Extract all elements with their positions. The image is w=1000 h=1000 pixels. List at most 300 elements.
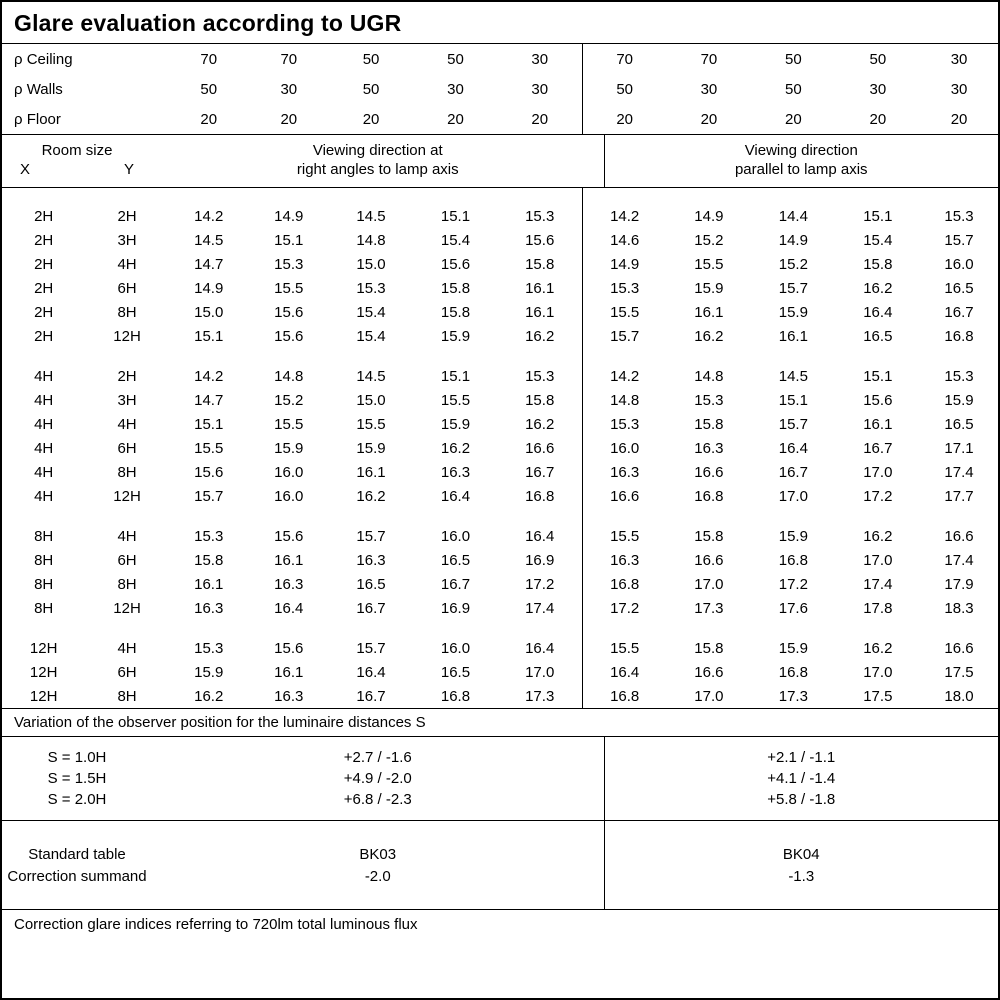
cell: 15.6 <box>274 527 304 545</box>
cell <box>2 737 152 747</box>
cell: 20 <box>950 110 968 128</box>
cell: 16.4 <box>778 439 808 457</box>
cell: 16.5 <box>356 575 386 593</box>
room-x: 2H <box>34 255 54 273</box>
room-x: 2H <box>34 303 54 321</box>
cell: 17.5 <box>944 663 974 681</box>
cell: 20 <box>447 110 464 128</box>
table-row <box>2 276 998 300</box>
cell <box>152 810 604 820</box>
cell: 16.8 <box>525 487 555 505</box>
cell: 15.6 <box>440 255 471 273</box>
viewing-direction-parallel-header <box>604 135 998 187</box>
cell: 15.5 <box>440 391 471 409</box>
cell: 16.1 <box>356 463 386 481</box>
cell: 17.7 <box>944 487 974 505</box>
cell: 16.1 <box>274 663 304 681</box>
table-row <box>2 548 998 572</box>
cell <box>2 620 85 636</box>
cell: 15.5 <box>694 255 724 273</box>
spacer-row <box>2 821 998 843</box>
cell: 15.8 <box>863 255 893 273</box>
cell: 16.7 <box>356 599 386 617</box>
cell: 16.5 <box>944 415 974 433</box>
cell: 14.5 <box>356 367 386 385</box>
cell: 15.7 <box>944 231 974 249</box>
cell: 15.5 <box>194 439 224 457</box>
cell: 15.9 <box>440 415 471 433</box>
cell: 17.0 <box>863 551 893 569</box>
cell: 16.4 <box>274 599 304 617</box>
cell: 16.3 <box>274 687 304 705</box>
cell <box>152 821 604 843</box>
cell <box>667 620 751 636</box>
cell: 50 <box>785 50 802 68</box>
cell: 16.8 <box>582 572 666 596</box>
cell: 14.9 <box>274 207 304 225</box>
cell: 14.2 <box>582 364 666 388</box>
room-y: 4H <box>117 415 137 433</box>
cell <box>169 188 249 204</box>
room-y: 6H <box>117 279 137 297</box>
cell <box>329 188 413 204</box>
cell: 15.6 <box>863 391 893 409</box>
cell: 16.7 <box>525 463 555 481</box>
cell: 16.6 <box>525 439 555 457</box>
table-row <box>2 204 998 228</box>
cell <box>582 348 666 364</box>
cell: 16.1 <box>525 303 555 321</box>
cell: 15.3 <box>694 391 724 409</box>
cell: 14.8 <box>274 367 304 385</box>
cell: 18.0 <box>944 687 974 705</box>
cell <box>604 821 998 843</box>
cell: 17.3 <box>694 599 724 617</box>
correction-parallel: -1.3 <box>604 865 998 887</box>
table-row <box>2 104 998 134</box>
cell <box>920 188 998 204</box>
cell: 16.4 <box>525 527 555 545</box>
table-row <box>2 364 998 388</box>
room-x: 8H <box>34 527 54 545</box>
cell: 16.6 <box>582 484 666 508</box>
cell: 15.1 <box>194 415 224 433</box>
cell: 15.2 <box>694 231 724 249</box>
cell <box>667 348 751 364</box>
cell: 17.2 <box>778 575 808 593</box>
standard-table-perpendicular: BK03 <box>359 845 397 863</box>
cell: 16.7 <box>356 687 386 705</box>
cell: 16.1 <box>525 279 555 297</box>
cell <box>667 508 751 524</box>
cell: 30 <box>700 80 718 98</box>
cell: 16.2 <box>440 439 471 457</box>
cell: 30 <box>950 50 968 68</box>
cell: 15.8 <box>194 551 224 569</box>
cell <box>169 348 249 364</box>
cell: 14.2 <box>582 204 666 228</box>
cell: 14.7 <box>194 255 224 273</box>
standard-table-block <box>2 821 998 909</box>
cell: 20 <box>869 110 887 128</box>
cell <box>920 348 998 364</box>
room-y: 8H <box>117 303 137 321</box>
cell <box>836 348 920 364</box>
cell: 14.2 <box>194 207 224 225</box>
table-row <box>2 324 998 348</box>
table-row <box>2 252 998 276</box>
room-y: 6H <box>117 663 137 681</box>
cell <box>249 508 329 524</box>
room-x: 8H <box>34 551 54 569</box>
cell: 30 <box>869 80 887 98</box>
cell: 16.2 <box>525 415 555 433</box>
variation-label: S = 2.0H <box>47 791 107 808</box>
cell <box>498 188 582 204</box>
cell: 15.9 <box>694 279 724 297</box>
cell: 15.2 <box>274 391 304 409</box>
cell: 50 <box>447 50 464 68</box>
cell: 15.7 <box>778 279 808 297</box>
room-x: 2H <box>34 231 54 249</box>
cell: 15.3 <box>194 527 224 545</box>
cell: 16.3 <box>582 460 666 484</box>
table-row <box>2 412 998 436</box>
cell: 17.0 <box>863 463 893 481</box>
cell: 16.1 <box>863 415 893 433</box>
cell <box>751 188 835 204</box>
cell: 15.9 <box>356 439 386 457</box>
cell: 15.8 <box>694 415 724 433</box>
room-x: 4H <box>34 391 54 409</box>
room-x: 4H <box>34 439 54 457</box>
cell: 14.9 <box>694 207 724 225</box>
cell <box>413 188 497 204</box>
table-row <box>2 636 998 660</box>
cell: 16.4 <box>440 487 471 505</box>
cell: 15.4 <box>356 303 386 321</box>
cell: 14.9 <box>582 252 666 276</box>
room-size-label: Room size <box>41 142 113 159</box>
reflectance-table <box>2 44 998 134</box>
cell: 17.0 <box>694 687 724 705</box>
cell: 15.6 <box>274 303 304 321</box>
cell: 15.7 <box>778 415 808 433</box>
variation-parallel-value: +4.1 / -1.4 <box>604 768 998 789</box>
cell: 15.8 <box>694 639 724 657</box>
cell: 15.9 <box>778 303 808 321</box>
cell <box>751 508 835 524</box>
correction-perpendicular: -2.0 <box>364 867 391 885</box>
cell: 14.6 <box>582 228 666 252</box>
table-row <box>2 388 998 412</box>
cell: 16.0 <box>274 487 304 505</box>
cell: 15.8 <box>440 303 471 321</box>
room-x: 4H <box>34 415 54 433</box>
cell: 50 <box>200 80 218 98</box>
cell: 16.7 <box>778 463 808 481</box>
room-x: 8H <box>34 575 54 593</box>
cell: 16.0 <box>944 255 974 273</box>
cell: 20 <box>200 110 218 128</box>
cell: 50 <box>582 74 666 104</box>
cell: 30 <box>447 80 464 98</box>
cell: 15.5 <box>582 300 666 324</box>
cell: 17.3 <box>525 687 555 705</box>
cell: 20 <box>362 110 380 128</box>
cell: 17.0 <box>778 487 808 505</box>
cell: 16.1 <box>274 551 304 569</box>
cell: 16.8 <box>582 684 666 708</box>
spacer-row <box>2 887 998 909</box>
cell: 17.3 <box>778 687 808 705</box>
cell: 20 <box>280 110 298 128</box>
cell: 16.3 <box>582 548 666 572</box>
room-x: 8H <box>34 599 54 617</box>
cell: 16.2 <box>194 687 224 705</box>
cell: 16.3 <box>274 575 304 593</box>
cell: 15.5 <box>274 415 304 433</box>
variation-note: Variation of the observer position for the luminaire distances S <box>14 714 426 731</box>
cell: 15.3 <box>525 367 555 385</box>
cell: 50 <box>869 50 887 68</box>
cell: 70 <box>200 50 218 68</box>
cell: 14.5 <box>194 231 224 249</box>
correction-summand-label: Correction summand <box>7 867 147 885</box>
cell <box>329 620 413 636</box>
header-line-1: Viewing direction <box>744 142 858 159</box>
cell: 50 <box>362 80 380 98</box>
cell: 15.3 <box>944 207 974 225</box>
cell <box>85 508 168 524</box>
table-row <box>2 74 998 104</box>
room-x: 2H <box>34 327 54 345</box>
row-label: ρ Ceiling <box>14 50 73 68</box>
cell: 15.3 <box>944 367 974 385</box>
room-x: 2H <box>34 279 54 297</box>
cell <box>329 348 413 364</box>
spacer-row <box>2 508 998 524</box>
header-line-2: right angles to lamp axis <box>296 161 459 178</box>
spacer-row <box>2 188 998 204</box>
table-row <box>2 436 998 460</box>
cell: 15.5 <box>356 415 386 433</box>
cell: 17.2 <box>863 487 893 505</box>
cell: 16.2 <box>863 279 893 297</box>
cell: 15.1 <box>863 367 893 385</box>
cell: 17.4 <box>863 575 893 593</box>
table-row <box>2 865 998 887</box>
cell <box>2 508 85 524</box>
room-x: 12H <box>29 687 58 705</box>
cell: 15.4 <box>356 327 386 345</box>
room-y: 8H <box>117 463 137 481</box>
cell: 15.3 <box>582 412 666 436</box>
room-size-y-label: Y <box>123 161 134 178</box>
cell: 16.3 <box>356 551 386 569</box>
cell <box>2 348 85 364</box>
cell: 16.5 <box>440 551 471 569</box>
cell <box>582 188 666 204</box>
cell: 16.1 <box>194 575 224 593</box>
table-row <box>2 524 998 548</box>
cell: 14.2 <box>194 367 224 385</box>
cell: 17.4 <box>944 463 974 481</box>
cell: 17.0 <box>863 663 893 681</box>
cell: 16.5 <box>863 327 893 345</box>
room-y: 12H <box>113 487 141 505</box>
variation-label: S = 1.5H <box>47 770 107 787</box>
room-size-header <box>2 135 152 187</box>
cell: 16.6 <box>694 551 724 569</box>
variation-table <box>2 737 998 820</box>
room-y: 4H <box>117 255 137 273</box>
cell <box>836 620 920 636</box>
cell: 15.9 <box>778 527 808 545</box>
cell: 16.4 <box>356 663 386 681</box>
cell <box>152 737 604 747</box>
cell: 15.6 <box>194 463 224 481</box>
variation-parallel-value: +5.8 / -1.8 <box>604 789 998 810</box>
cell <box>604 737 998 747</box>
cell: 15.1 <box>863 207 893 225</box>
cell: 16.9 <box>525 551 555 569</box>
cell <box>836 508 920 524</box>
cell: 20 <box>700 110 718 128</box>
cell <box>169 508 249 524</box>
cell <box>582 508 666 524</box>
cell: 17.9 <box>944 575 974 593</box>
cell: 15.3 <box>274 255 304 273</box>
cell <box>329 508 413 524</box>
cell: 14.8 <box>356 231 386 249</box>
cell: 15.6 <box>525 231 555 249</box>
cell: 17.0 <box>694 575 724 593</box>
cell: 15.7 <box>356 527 386 545</box>
cell: 14.8 <box>694 367 724 385</box>
cell: 15.2 <box>778 255 808 273</box>
cell: 17.4 <box>525 599 555 617</box>
table-row <box>2 747 998 768</box>
header-line-1: Viewing direction at <box>312 142 443 159</box>
variation-perpendicular-value: +4.9 / -2.0 <box>343 770 412 787</box>
cell: 15.5 <box>274 279 304 297</box>
cell: 15.9 <box>194 663 224 681</box>
table-row <box>2 44 998 74</box>
cell: 15.0 <box>356 391 386 409</box>
standard-table-label: Standard table <box>28 845 126 863</box>
cell: 15.1 <box>778 391 808 409</box>
cell: 15.0 <box>194 303 224 321</box>
cell <box>751 620 835 636</box>
cell <box>582 620 666 636</box>
cell: 16.6 <box>694 663 724 681</box>
cell: 16.3 <box>440 463 471 481</box>
room-y: 6H <box>117 551 137 569</box>
cell: 16.9 <box>440 599 471 617</box>
cell: 15.7 <box>356 639 386 657</box>
cell: 16.4 <box>582 660 666 684</box>
cell: 16.6 <box>944 527 974 545</box>
cell: 16.0 <box>582 436 666 460</box>
cell: 70 <box>582 44 666 74</box>
room-y: 6H <box>117 439 137 457</box>
room-x: 4H <box>34 463 54 481</box>
room-x: 12H <box>29 663 58 681</box>
cell <box>413 620 497 636</box>
cell: 15.8 <box>525 391 555 409</box>
cell: 16.1 <box>778 327 808 345</box>
variation-perpendicular-value: +6.8 / -2.3 <box>343 791 412 808</box>
cell: 16.0 <box>440 527 471 545</box>
cell <box>2 810 152 820</box>
room-y: 2H <box>117 367 137 385</box>
cell: 14.7 <box>194 391 224 409</box>
cell: 15.3 <box>194 639 224 657</box>
spacer-row <box>2 810 998 820</box>
cell: 16.5 <box>944 279 974 297</box>
cell: 17.0 <box>525 663 555 681</box>
cell: 15.4 <box>863 231 893 249</box>
room-y: 12H <box>113 327 141 345</box>
cell <box>85 348 168 364</box>
cell: 17.8 <box>863 599 893 617</box>
cell: 14.4 <box>778 207 808 225</box>
cell: 16.0 <box>274 463 304 481</box>
cell: 16.2 <box>694 327 724 345</box>
footer-note: Correction glare indices referring to 720lm total luminous flux <box>14 916 418 933</box>
cell: 17.2 <box>582 596 666 620</box>
table-row <box>2 789 998 810</box>
cell <box>85 620 168 636</box>
variation-parallel-value: +2.1 / -1.1 <box>604 747 998 768</box>
room-x: 4H <box>34 487 54 505</box>
cell: 16.8 <box>778 663 808 681</box>
cell: 15.7 <box>582 324 666 348</box>
table-row <box>2 660 998 684</box>
cell <box>249 188 329 204</box>
cell: 20 <box>582 104 666 134</box>
cell: 16.8 <box>944 327 974 345</box>
cell: 15.1 <box>440 367 471 385</box>
room-x: 2H <box>34 207 54 225</box>
cell: 16.2 <box>356 487 386 505</box>
header-line-2: parallel to lamp axis <box>734 161 868 178</box>
cell: 16.4 <box>525 639 555 657</box>
spacer-row <box>2 737 998 747</box>
room-y: 3H <box>117 391 137 409</box>
cell: 16.2 <box>863 527 893 545</box>
room-y: 8H <box>117 575 137 593</box>
cell: 16.8 <box>778 551 808 569</box>
cell: 14.9 <box>778 231 808 249</box>
cell <box>85 188 168 204</box>
cell: 16.5 <box>440 663 471 681</box>
cell: 30 <box>280 80 298 98</box>
cell: 15.7 <box>194 487 224 505</box>
cell <box>413 348 497 364</box>
cell: 16.2 <box>525 327 555 345</box>
table-row <box>2 572 998 596</box>
variation-label: S = 1.0H <box>47 749 107 766</box>
table-row <box>2 300 998 324</box>
cell: 20 <box>531 110 549 128</box>
table-row <box>2 768 998 789</box>
cell: 50 <box>362 50 380 68</box>
cell: 16.8 <box>694 487 724 505</box>
cell: 15.0 <box>356 255 386 273</box>
cell: 15.1 <box>194 327 224 345</box>
